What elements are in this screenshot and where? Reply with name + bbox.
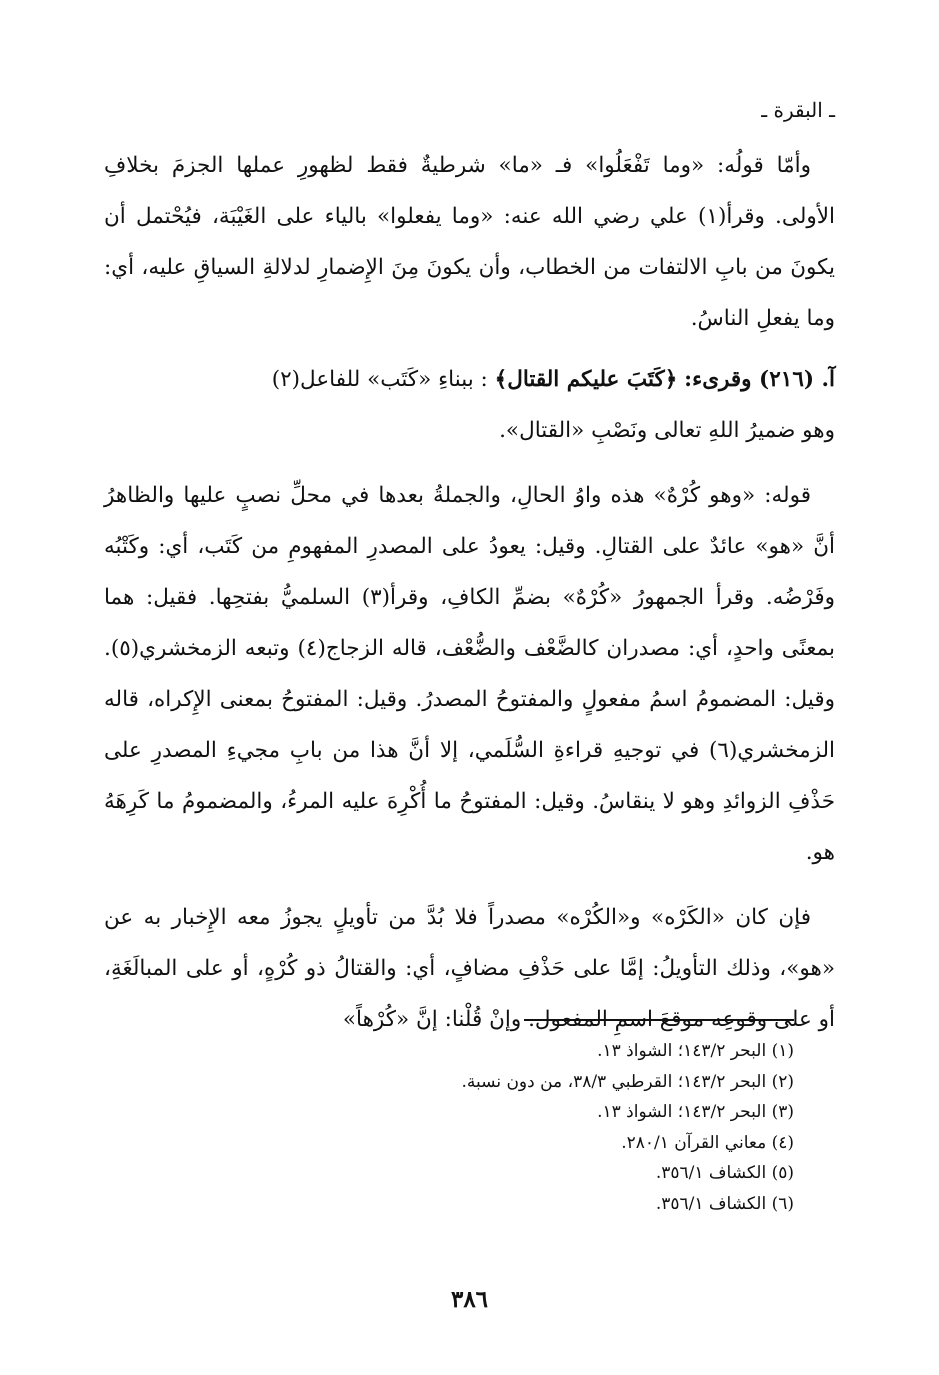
footnote-divider [524, 1019, 794, 1021]
paragraph-1: وأمّا قولُه: «وما تَفْعَلُوا» فـ «ما» شرطيةٌ فقط لظهورِ عملها الجزمَ بخلافِ الأولى. وقرأ(١) علي رضي الله عنه: «وما يفعلوا» بالياء على الغَيْبَة، فيُحْتمل أن يكونَ من بابِ الالتفات من الخطاب، وأن يكونَ مِنَ الإِضمارِ لدلالةِ السياقِ عليه، أي: وما يفعلِ الناسُ. [104, 153, 835, 331]
footnote-3: (٣) البحر ١٤٣/٢؛ الشواذ ١٣. [597, 1102, 794, 1122]
quran-verse: ﴿كَتَبَ عليكم القتال﴾ [494, 367, 678, 392]
footnote-2: (٢) البحر ١٤٣/٢؛ القرطبي ٣٨/٣، من دون نسبة. [461, 1071, 794, 1092]
footnote-1: (١) البحر ١٤٣/٢؛ الشواذ ١٣. [597, 1041, 794, 1061]
running-head: ـ البقرة ـ [761, 98, 835, 122]
page-number: ٣٨٦ [450, 1286, 489, 1313]
paragraph-3: قوله: «وهو كُرْهٌ» هذه واوُ الحالِ، والجملةُ بعدها في محلِّ نصبٍ عليها والظاهرُ أنَّ «هو» عائدٌ على القتالِ. وقيل: يعودُ على المصدرِ المفهومِ من كَتَب، أي: وكَتْبُه وفَرْضُه. وقرأ الجمهورُ «كُرْهٌ» بضمِّ الكافِ، وقرأ(٣) السلميُّ بفتحِها. فقيل: هما بمعنًى واحدٍ، أي: مصدران كالضَّعْف والضُّعْف، قاله الزجاج(٤) وتبعه الزمخشري(٥). وقيل: المضمومُ اسمُ مفعولٍ والمفتوحُ المصدرُ. وقيل: المفتوحُ بمعنى الإِكراه، قاله الزمخشري(٦) في توجيهِ قراءةِ السُّلَمي، إلا أنَّ هذا من بابِ مجيءِ المصدرِ على حَذْفِ الزوائدِ وهو لا ينقاسُ. وقيل: المفتوحُ ما أُكْرِهَ عليه المرءُ، والمضمومُ ما كَرِهَهُ هو. [104, 483, 836, 865]
paragraph-4: فإن كان «الكَرْه» و«الكُرْه» مصدراً فلا بُدَّ من تأويلٍ يجوزُ معه الإِخبار به عن «هو»، وذلك التأويلُ: إمَّا على حَذْفِ مضافٍ، أي: والقتالُ ذو كُرْهٍ، أو على المبالَغَةِ، أو على وقوعِه موقعَ اسمِ المفعول. وإنْ قُلْنا: إنَّ «كُرْهاً» [104, 905, 835, 1032]
footnote-5: (٥) الكشاف ٣٥٦/١. [655, 1163, 794, 1183]
footnote-4: (٤) معاني القرآن ٢٨٠/١. [621, 1132, 794, 1153]
verse-commentary: : ببناءِ «كَتَب» للفاعل(٢) [271, 367, 488, 392]
paragraph-2: وهو ضميرُ اللهِ تعالى ونَصْبِ «القتال». [499, 418, 835, 443]
verse-paragraph [104, 354, 835, 405]
main-text [104, 140, 835, 1045]
footnotes [104, 1036, 794, 1219]
footnote-6: (٦) الكشاف ٣٥٦/١. [655, 1193, 794, 1214]
verse-label: آ. (٢١٦) وقرىء: [684, 367, 835, 392]
